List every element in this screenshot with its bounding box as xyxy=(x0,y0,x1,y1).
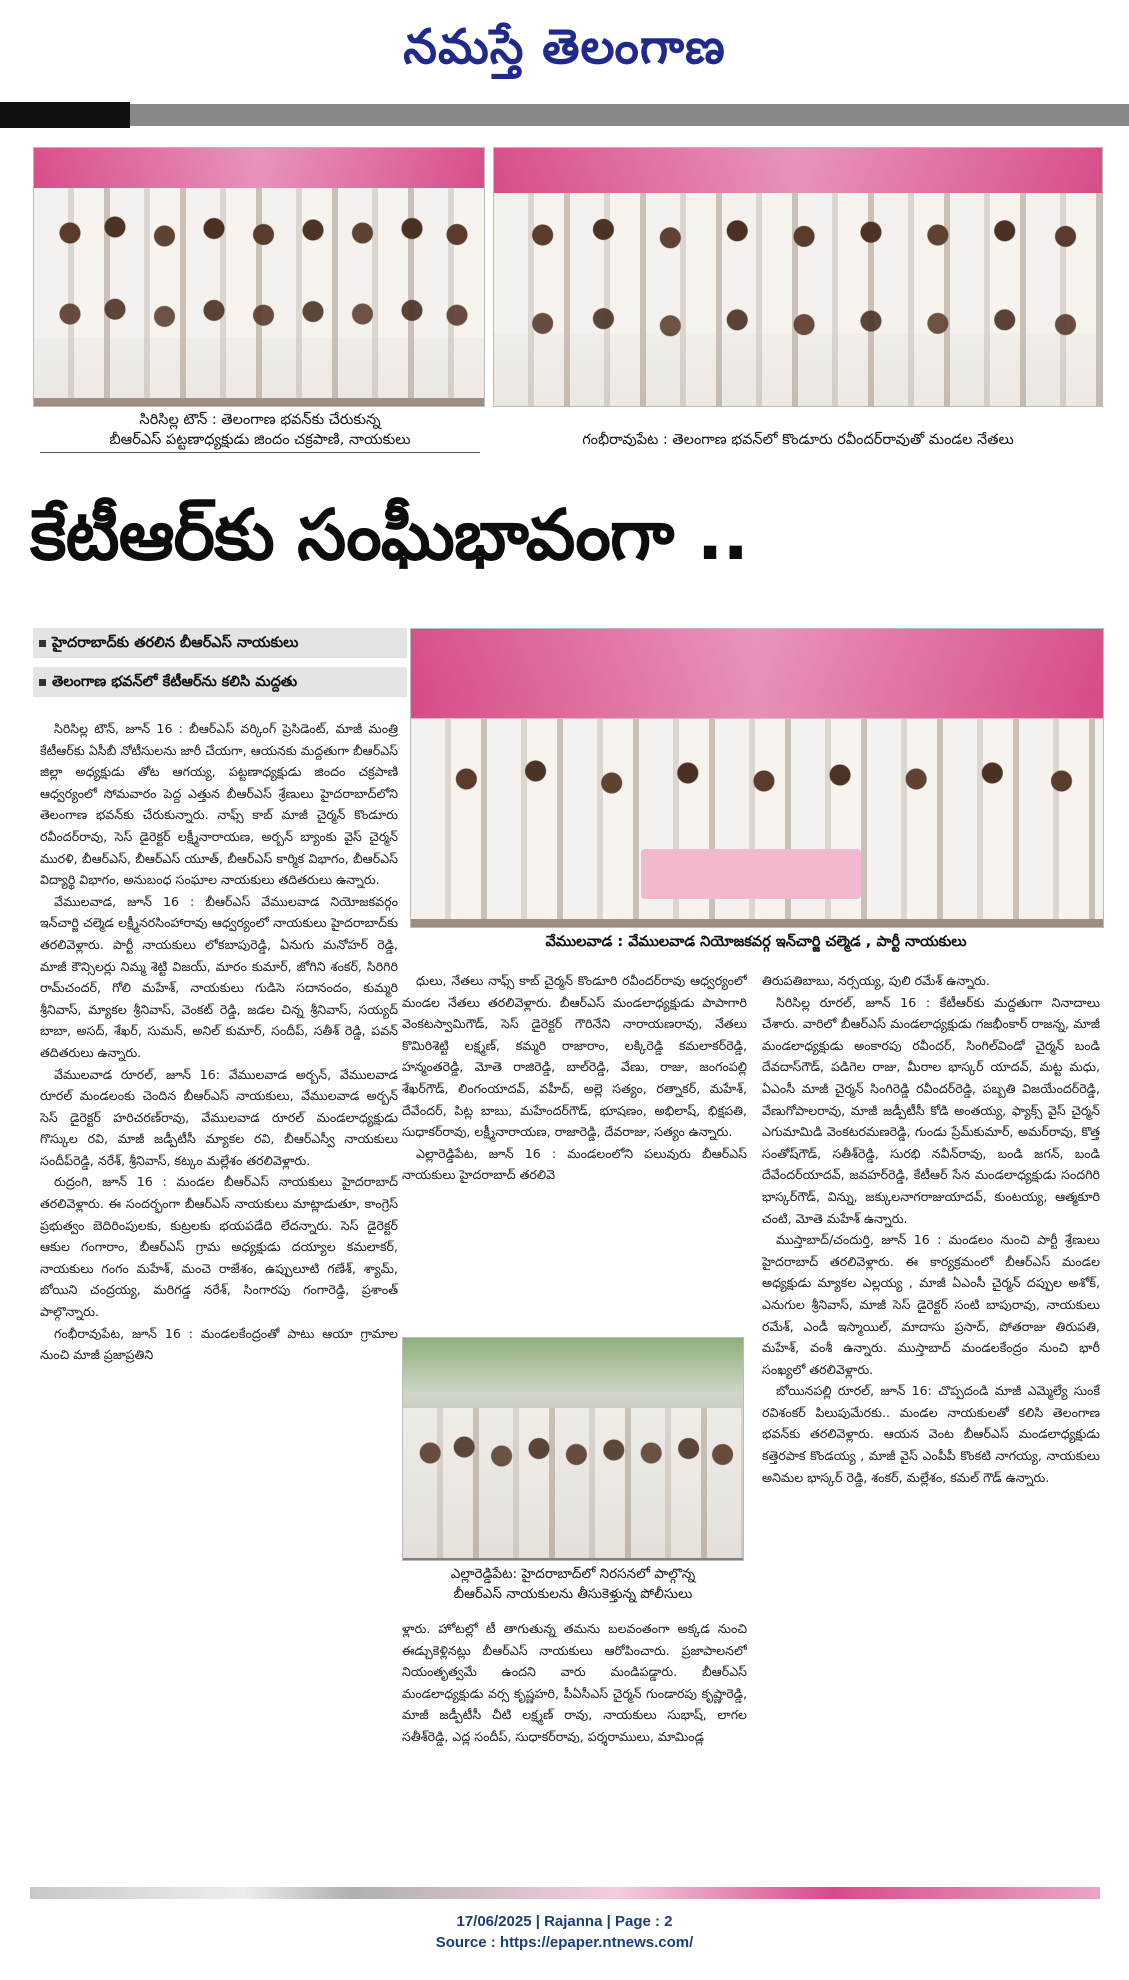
para-gambhiraopet-cont: ధులు, నేతలు నాఫ్స్ కాబ్ చైర్మన్ కొండూరి రవీందర్‌రావు ఆధ్వర్యంలో మండల నేతలు తరలివెళ్లారు. బీఆర్ఎస్ మండలాధ్యక్షుడు పాపాగారి వెంకటస్వామిగౌడ్, సెస్ డైరెక్టర్ గౌరినేని నారాయణరావు, నేతలు కొమిరిశెట్టి లక్ష్మణ్, కమ్మరి రాజారాం, లక్కిరెడ్డి కమలాకర్‌రెడ్డి, హన్మంతరెడ్డి, మోతె రాజిరెడ్డి, బాల్‌రెడ్డి, వేణు, రాజు, జంగంపల్లి శేఖర్‌గౌడ్, లింగంయాదవ్, వహీద్, అల్లె సత్యం, రత్నాకర్, మహేశ్, దేవేందర్, పిట్ల బాబు, మహేందర్‌గౌడ్, భూషణం, అభిలాష్, భిక్షపతి, సుధాకర్‌రావు, లక్ష్మీనారాయణ, రాజారెడ్డి, దేవరాజు, సత్యం ఉన్నారు. xyxy=(402,973,747,1140)
para-yellareddypet-cont: ళ్లారు. హోటల్లో టీ తాగుతున్న తమను బలవంతంగా అక్కడ నుంచి ఈడ్చుకెళ్లినట్లు బీఆర్ఎస్ నాయకులు ఆరోపించారు. ప్రజాపాలనలో నియంతృత్వమే ఉందని వారు మండిపడ్డారు. బీఆర్ఎస్ మండలాధ్యక్షుడు వర్స కృష్ణహరి, పీఏసీఎస్ చైర్మన్ గుండారపు కృష్ణారెడ్డి, మాజీ జడ్పీటీసీ చీటి లక్ష్మణ్ రావు, నాయకులు సుభాష్, లాగల సతీశ్‌రెడ్డి, ఎద్ల సందీప్, సుధాకర్‌రావు, పర్శరాములు, మామిండ్ల xyxy=(402,1621,747,1744)
page-band-right xyxy=(130,104,1129,126)
para-mustabad: ముస్తాబాద్/చందుర్తి, జూన్ 16 : మండలం నుంచి పార్టీ శ్రేణులు హైదరాబాద్ తరలివెళ్లారు. ఈ కార్యక్రమంలో బీఆర్ఎస్ మండల అధ్యక్షుడు మ్యాకల ఎల్లయ్య , మాజీ ఏఎంసీ చైర్మన్ దప్పుల అశోక్, ఎనుగుల శ్రీనివాస్, మాజీ సెస్ డైరెక్టర్ సంటి బాపురావు, నాయకులు రమేశ్, ఎండీ ఇస్మాయిల్, మాదాసు ప్రసాద్, పోతరాజు తిరుపతి, మహేశ్, వంశీ ఉన్నారు. ముస్తాబాద్ మండలకేంద్రం నుంచి భారీ సంఖ్యలో తరలివెళ్లారు. xyxy=(762,1232,1100,1377)
footer-photo-strip xyxy=(30,1887,1100,1899)
footer-date-line: 17/06/2025 | Rajanna | Page : 2 xyxy=(456,1913,673,1930)
article-column-3 xyxy=(762,970,1100,1863)
caption-top-right: గంభీరావుపేట : తెలంగాణ భవన్‌లో కొండూరు రవీందర్‌రావుతో మండల నేతలు xyxy=(582,432,1014,448)
photo-vemulawada xyxy=(410,628,1104,928)
masthead-title: నమస్తే తెలంగాణ xyxy=(403,19,726,75)
bullet-dot xyxy=(39,679,46,686)
photo-police-detain xyxy=(402,1337,744,1561)
para-sircilla-town: సిరిసిల్ల టౌన్, జూన్ 16 : బీఆర్ఎస్ వర్కింగ్ ప్రెసిడెంట్, మాజీ మంత్రి కేటీఆర్‌కు ఏసీబీ నోటీసులను జారీ చేయగా, ఆయనకు మద్దతుగా బీఆర్ఎస్ జిల్లా అధ్యక్షుడు తోట ఆగయ్య, పట్టణాధ్యక్షుడు జిందం చక్రపాణి ఆధ్వర్యంలో సోమవారం పెద్ద ఎత్తున బీఆర్ఎస్ శ్రేణులు హైదరాబాద్‌లోని తెలంగాణ భవన్‌కు చేరుకున్నారు. నాఫ్స్ కాబ్ మాజీ చైర్మన్ కొండూరు రవీందర్‌రావు, సెస్ డైరెక్టర్ లక్ష్మీనారాయణ, అర్బన్ బ్యాంకు వైస్ చైర్మన్ మురళి, బీఆర్ఎస్, బీఆర్ఎస్ యూత్, బీఆర్ఎస్ కార్మిక విభాగం, బీఆర్ఎస్ విద్యార్థి విభాగం, అనుబంధ సంఘాల నాయకులు తదితరులు ఉన్నారు. xyxy=(40,721,398,888)
para-vemulawada: వేములవాడ, జూన్ 16 : బీఆర్ఎస్ వేములవాడ నియోజకవర్గం ఇన్‌చార్జి చల్మెడ లక్ష్మీనరసింహారావు ఆధ్వర్యంలో నాయకులు హైదరాబాద్‌కు తరలివెళ్లారు. పార్టీ నాయకులు లోకబాపురెడ్డి, ఏనుగు మనోహర్ రెడ్డి, మాజీ కౌన్సిలర్లు నిమ్మ శెట్టి విజయ్, మారం కుమార్, జోగిని శంకర్, సిరిగిరి రామ్‌చందర్, గోలి మహేశ్, నాయకులు గుడిసె సదానందం, కుమ్మరి శ్రీనివాస్, మ్యాకల శ్రీనివాస్, వెంకట్ రెడ్డి, జడల చిన్న శ్రీనివాస్, సయ్యద్ బాబా, అసద్, శేఖర్, సుమన్, అనిల్ కుమార్, సందీప్, సతీశ్ రెడ్డి, పవన్ తదితరులు ఉన్నారు. xyxy=(40,893,398,1060)
caption-small-line1: ఎల్లారెడ్డిపేట: హైదరాబాద్‌లో నిరసనలో పాల్గొన్న xyxy=(450,1566,696,1582)
article-column-2-bottom xyxy=(402,1618,747,1863)
caption-top-left-line1: సిరిసిల్ల టౌన్ : తెలంగాణ భవన్‌కు చేరుకున్న xyxy=(139,412,381,428)
bullet-2-text: తెలంగాణ భవన్‌లో కేటీఆర్‌ను కలిసి మద్దతు xyxy=(52,674,298,690)
para-sircilla-rural: సిరిసిల్ల రూరల్, జూన్ 16 : కేటీఆర్‌కు మద్దతుగా నినాదాలు చేశారు. వారిలో బీఆర్ఎస్ మండలాధ్యక్షుడు గజభీంకార్ రాజన్న, మాజీ మండలాధ్యక్షుడు అంకారపు రవీందర్, సింగిల్‌విండో చైర్మన్ బండి దేవదాస్‌గౌడ్, పడిగెల రాజు, మీరాల భాస్కర్ యాదవ్, మట్ట మధు, ఏఎంసీ మాజీ చైర్మన్ సింగిరెడ్డి రవీందర్‌రెడ్డి, పబ్బతి విజయేందర్‌రెడ్డి, వేణుగోపాలరావు, మాజీ జడ్పీటీసీ కోడి అంతయ్య, ఫ్యాక్స్ వైస్ చైర్మన్ ఎగుమామిడి వెంకటరమణరెడ్డి, గుండు ప్రేమ్‌కుమార్, అమర్‌రావు, కొత్త సంతోష్‌గౌడ్, సతీశ్‌రెడ్డి, సురభి నవీన్‌రావు, బండి జగన్, బండి దేవేందర్‌యాదవ్, జవహర్‌రెడ్డి, కేటీఆర్ సేన మండలాధ్యక్షుడు సందగిరి భాస్కర్‌గౌడ్, విన్ను, జక్కులనాగరాజుయాదవ్, కుంటయ్య, ఆత్మకూరి చంటి, మోతె మహేశ్ ఉన్నారు. xyxy=(762,994,1100,1226)
para-yellareddypet-end: తిరుపతిబాబు, నర్సయ్య, పులి రమేశ్ ఉన్నారు. xyxy=(762,973,990,988)
headline: కేటీఆర్‌కు సంఘీభావంగా .. xyxy=(30,494,748,576)
photo-gambhiraopet xyxy=(493,147,1103,407)
caption-top-left xyxy=(40,410,480,450)
para-boinpally: బోయినపల్లి రూరల్, జూన్ 16: చొప్పదండి మాజీ ఎమ్మెల్యే సుంకే రవిశంకర్ పిలుపుమేరకు.. మండల నాయకులతో కలిసి తెలంగాణ భవన్‌కు తరలివెళ్లారు. ఆయన వెంట బీఆర్ఎస్ మండలాధ్యక్షుడు కత్తెరపాక కొండయ్య , మాజీ వైస్ ఎంపీపీ కొంకటి నాగయ్య, నాయకులు అనిమల భాస్కర్ రెడ్డి, శంకర్, మల్లేశం, కమల్ గౌడ్ ఉన్నారు. xyxy=(762,1383,1100,1485)
page-band-mark xyxy=(10,102,50,128)
caption-rule xyxy=(40,452,480,453)
bullet-dot xyxy=(39,640,46,647)
bullet-1-text: హైదరాబాద్‌కు తరలిన బీఆర్ఎస్ నాయకులు xyxy=(52,635,299,651)
footer-source-link[interactable]: Source : https://epaper.ntnews.com/ xyxy=(435,1934,694,1951)
caption-small xyxy=(400,1564,746,1604)
caption-center: వేములవాడ : వేములవాడ నియోజకవర్గ ఇన్‌చార్జి చల్మెడ , పార్టీ నాయకులు xyxy=(545,934,967,950)
para-rudrangi: రుద్రంగి, జూన్ 16 : మండల బీఆర్ఎస్ నాయకులు హైదరాబాద్ తరలివెళ్లారు. ఈ సందర్భంగా బీఆర్ఎస్ నాయకులు మాట్లాడుతూ, కాంగ్రెస్ ప్రభుత్వం బెదిరింపులకు, కుట్రలకు భయపడేది లేదన్నారు. సెస్ డైరెక్టర్ ఆకుల గంగారాం, బీఆర్ఎస్ గ్రామ అధ్యక్షుడు దయ్యాల కమలాకర్, నాయకులు గంగం మహేశ్, మంచె రాజేశం, ఉప్పులూటి గణేశ్, శ్యామ్, బోయిని చంద్రయ్య, మరిగడ్డ నరేశ్, సింగారపు గంగారెడ్డి, ప్రశాంత్ పాల్గొన్నారు. xyxy=(40,1174,398,1320)
article-column-1 xyxy=(40,718,398,1863)
para-vemulawada-rural: వేములవాడ రూరల్, జూన్ 16: వేములవాడ అర్బన్, వేములవాడ రూరల్ మండలంకు చెందిన బీఆర్ఎస్ నాయకులు, వేములవాడ అర్బన్ సెస్ డైరెక్టర్ హరిచరణ్‌రావు, వేములవాడ రూరల్ మండలాధ్యక్షుడు గొస్కుల రవి, మాజీ జడ్పీటీసీ మ్యాకల రవి, బీఆర్ఎస్వీ నాయకులు సందీప్‌రెడ్డి, నరేశ్, శ్రీనివాస్, కట్కం మల్లేశం తరలివెళ్లారు. xyxy=(40,1066,398,1168)
bullet-1 xyxy=(33,628,407,658)
caption-small-line2: బీఆర్ఎస్ నాయకులను తీసుకెళ్తున్న పోలీసులు xyxy=(453,1586,693,1602)
article-column-2-top xyxy=(402,970,747,1335)
para-yellareddypet: ఎల్లారెడ్డిపేట, జూన్ 16 : మండలంలోని పలువురు బీఆర్ఎస్ నాయకులు హైదరాబాద్ తరలివె xyxy=(402,1145,747,1183)
caption-top-left-line2: బీఆర్ఎస్ పట్టణాధ్యక్షుడు జిందం చక్రపాణి, నాయకులు xyxy=(109,432,411,448)
para-gambhiraopet: గంభీరావుపేట, జూన్ 16 : మండలకేంద్రంతో పాటు ఆయా గ్రామాల నుంచి మాజీ ప్రజాప్రతిని xyxy=(40,1325,398,1363)
photo-sircilla-town xyxy=(33,147,485,407)
bullet-2 xyxy=(33,667,407,697)
